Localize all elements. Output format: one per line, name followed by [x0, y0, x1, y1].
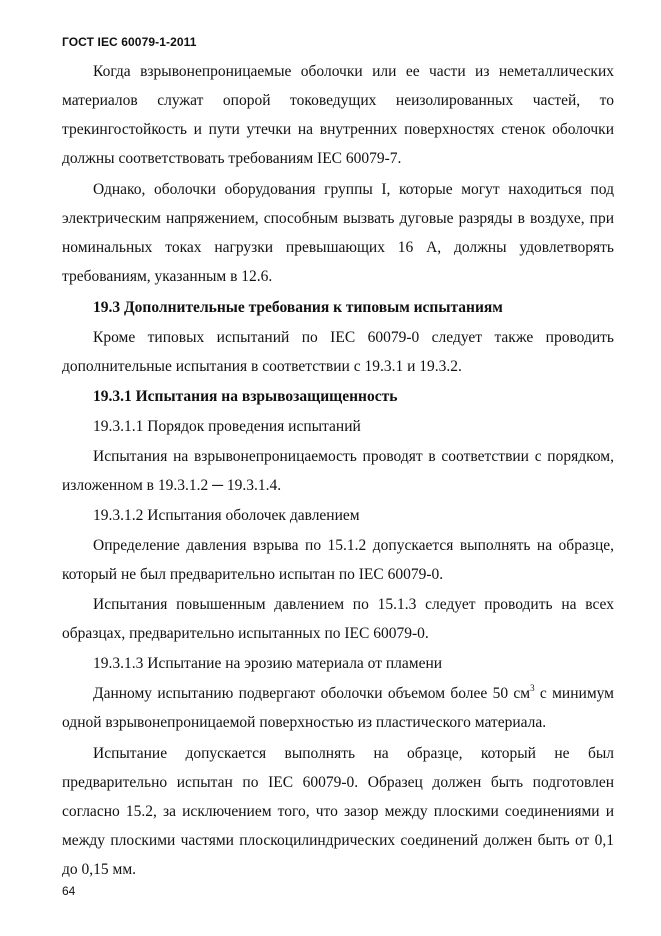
paragraph-additional-tests: Кроме типовых испытаний по IEC 60079-0 следует также проводить дополнительные испытания в соответствии с 19.3.1 и 19.3.2.: [62, 329, 614, 375]
paragraph-insulation-requirements: Когда взрывонепроницаемые оболочки или ее части из неметаллических материалов служат опорой токоведущих неизолированных частей, то трекингостойкость и пути утечки на внутренних поверхностях стенок оболочки должны соответствовать требованиям IEC 60079-7.: [62, 63, 614, 167]
paragraph-test-order: Испытания на взрывонепроницаемость проводят в соответствии с порядком, изложенном в 19.3.1.2 ─ 19.3.1.4.: [62, 448, 614, 494]
flame-erosion-text-end: с минимум одной взрывонепроницаемой поверхностью из пластического материала.: [62, 685, 614, 731]
paragraph-overpressure-test: Испытания повышенным давлением по 15.1.3 следует проводить на всех образцах, предварительно испытанных по IEC 60079-0.: [62, 596, 614, 642]
heading-19-3: 19.3 Дополнительные требования к типовым испытаниям: [93, 299, 503, 316]
flame-erosion-text-start: Данному испытанию подвергают оболочки объемом более 50 см: [93, 685, 531, 702]
paragraph-flame-erosion-scope: [62, 679, 614, 737]
paragraph-sample-preparation: Испытание допускается выполнять на образце, который не был предварительно испытан по IEC 60079-0. Образец должен быть подготовлен согласно 15.2, за исключением того, что зазор между плоскими соединениями и между плоскими частями плоскоцилиндрических соединений должен быть от 0,1 до 0,15 мм.: [62, 745, 614, 878]
paragraph-explosion-pressure: Определение давления взрыва по 15.1.2 допускается выполнять на образце, который не был предварительно испытан по IEC 60079-0.: [62, 537, 614, 583]
page-number: 64: [62, 884, 76, 898]
paragraph-group-one-enclosures: Однако, оболочки оборудования группы I, которые могут находиться под электрическим напряжением, способным вызвать дуговые разряды в воздухе, при номинальных токах нагрузки превышающих 16 А, должны удовлетворять требованиям, указанным в 12.6.: [62, 181, 614, 285]
page-body: [62, 57, 614, 884]
subheading-19-3-1-1: 19.3.1.1 Порядок проведения испытаний: [93, 418, 361, 435]
subheading-19-3-1-3: 19.3.1.3 Испытание на эрозию материала от пламени: [93, 655, 443, 672]
document-header: ГОСТ IEC 60079-1-2011: [62, 35, 197, 49]
heading-19-3-1: 19.3.1 Испытания на взрывозащищенность: [93, 388, 398, 405]
subheading-19-3-1-2: 19.3.1.2 Испытания оболочек давлением: [93, 507, 360, 524]
cubic-superscript: 3: [530, 683, 535, 693]
